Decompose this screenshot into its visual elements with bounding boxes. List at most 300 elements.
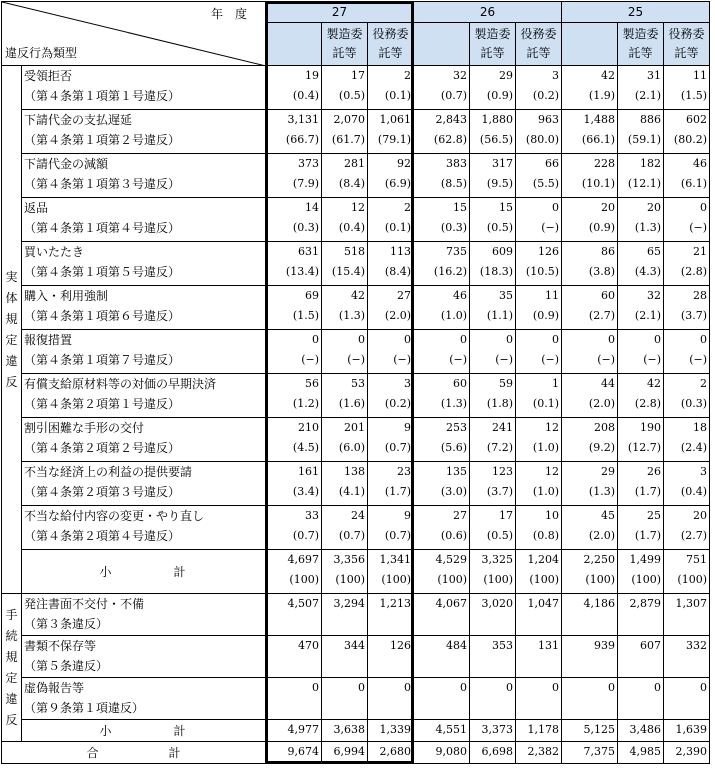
- count-value: 0: [608, 681, 615, 694]
- value-cell: [322, 418, 368, 462]
- value-cell: [414, 110, 470, 154]
- percent-value: (18.3): [479, 265, 513, 278]
- percent-value: (7.2): [486, 441, 513, 454]
- count-value: 3,131: [287, 113, 319, 126]
- count-value: 1,061: [379, 113, 411, 126]
- value-cell: [368, 286, 414, 330]
- percent-value: (−): [689, 221, 707, 234]
- count-value: 11: [693, 69, 707, 82]
- value-cell: [470, 242, 516, 286]
- value-cell: [470, 462, 516, 506]
- percent-value: (0.8): [532, 529, 559, 542]
- value-cell: [368, 154, 414, 198]
- value-cell: [414, 462, 470, 506]
- substantive-row: [2, 462, 710, 506]
- percent-value: (1.5): [680, 89, 707, 102]
- procedural-category-label-char: 手: [5, 607, 18, 622]
- value-cell: [414, 286, 470, 330]
- violation-article: （第３条違反）: [24, 617, 109, 631]
- count-value: 2,390: [675, 745, 707, 758]
- percent-value: (0.2): [532, 89, 559, 102]
- value-cell: [664, 330, 710, 374]
- value-cell: [516, 374, 562, 418]
- value-cell: [322, 110, 368, 154]
- count-value: 253: [446, 421, 467, 434]
- count-value: 735: [446, 245, 467, 258]
- percent-value: (3.0): [440, 485, 467, 498]
- value-cell: [266, 636, 322, 678]
- value-cell: [368, 720, 414, 742]
- value-cell: [562, 286, 618, 330]
- substantive-row: [2, 418, 710, 462]
- substantive-subtotal-row: [2, 550, 710, 594]
- count-value: 3,486: [629, 723, 661, 736]
- percent-value: (80.0): [525, 133, 559, 146]
- count-value: 17: [351, 69, 365, 82]
- value-cell: [516, 462, 562, 506]
- count-value: 20: [601, 201, 615, 214]
- percent-value: (79.1): [377, 133, 411, 146]
- count-value: 135: [446, 465, 467, 478]
- violation-article: （第４条第２項第４号違反）: [24, 529, 181, 543]
- count-value: 18: [693, 421, 707, 434]
- count-value: 12: [545, 465, 559, 478]
- value-cell: [562, 418, 618, 462]
- value-cell: [664, 110, 710, 154]
- value-cell: [664, 154, 710, 198]
- violation-name: 発注書面不交付・不備: [24, 597, 145, 611]
- value-cell: [368, 418, 414, 462]
- count-value: 0: [654, 681, 661, 694]
- value-cell: [516, 594, 562, 636]
- value-cell: [266, 110, 322, 154]
- value-cell: [618, 198, 664, 242]
- percent-value: (100): [289, 573, 319, 586]
- value-cell: [368, 374, 414, 418]
- percent-value: (8.4): [338, 177, 365, 190]
- count-value: 602: [686, 113, 707, 126]
- count-value: 28: [693, 289, 707, 302]
- value-cell: [368, 330, 414, 374]
- count-value: 751: [686, 553, 707, 566]
- percent-value: (−): [643, 353, 661, 366]
- count-value: 241: [492, 421, 513, 434]
- count-value: 3,356: [333, 553, 365, 566]
- value-cell: [618, 242, 664, 286]
- count-value: 609: [492, 245, 513, 258]
- value-cell: [368, 242, 414, 286]
- year-header-25: 25: [562, 2, 710, 23]
- percent-value: (5.5): [532, 177, 559, 190]
- count-value: 3,294: [333, 597, 365, 610]
- value-cell: [266, 550, 322, 594]
- violation-label: [22, 636, 266, 678]
- substantive-category-label: [2, 66, 22, 594]
- count-value: 4,977: [287, 723, 319, 736]
- count-value: 1,178: [527, 723, 559, 736]
- percent-value: (0.5): [338, 89, 365, 102]
- violation-name: 購入・利用強制: [24, 289, 109, 303]
- value-cell: [322, 742, 368, 764]
- count-value: 631: [298, 245, 319, 258]
- value-cell: [664, 374, 710, 418]
- value-cell: [322, 198, 368, 242]
- percent-value: (2.8): [680, 265, 707, 278]
- substantive-subtotal-label: [22, 550, 266, 594]
- count-value: 3,373: [481, 723, 513, 736]
- count-value: 1,488: [583, 113, 615, 126]
- total-label-b: 計: [168, 746, 181, 760]
- count-value: 60: [453, 377, 467, 390]
- substantive-category-label-char: 反: [5, 374, 18, 389]
- count-value: 0: [700, 681, 707, 694]
- percent-value: (1.3): [588, 485, 615, 498]
- count-value: 29: [601, 465, 615, 478]
- percent-value: (3.7): [680, 309, 707, 322]
- percent-value: (7.9): [292, 177, 319, 190]
- percent-value: (−): [597, 353, 615, 366]
- percent-value: (0.6): [440, 529, 467, 542]
- procedural-row: [2, 594, 710, 636]
- percent-value: (1.6): [338, 397, 365, 410]
- count-value: 45: [601, 509, 615, 522]
- violation-name: 下請代金の減額: [24, 157, 109, 171]
- value-cell: [562, 550, 618, 594]
- count-value: 201: [344, 421, 365, 434]
- count-value: 42: [351, 289, 365, 302]
- value-cell: [618, 374, 664, 418]
- percent-value: (56.5): [479, 133, 513, 146]
- count-value: 208: [594, 421, 615, 434]
- value-cell: [470, 418, 516, 462]
- substantive-row: [2, 506, 710, 550]
- value-cell: [322, 720, 368, 742]
- value-cell: [414, 374, 470, 418]
- percent-value: (−): [541, 353, 559, 366]
- count-value: 131: [538, 639, 559, 652]
- count-value: 1,047: [527, 597, 559, 610]
- value-cell: [322, 66, 368, 110]
- count-value: 86: [601, 245, 615, 258]
- value-cell: [470, 636, 516, 678]
- value-cell: [414, 330, 470, 374]
- value-cell: [414, 720, 470, 742]
- violation-name: 受領拒否: [24, 69, 73, 83]
- percent-value: (100): [335, 573, 365, 586]
- value-cell: [516, 742, 562, 764]
- percent-value: (9.2): [588, 441, 615, 454]
- count-value: 5,125: [583, 723, 615, 736]
- percent-value: (0.7): [292, 529, 319, 542]
- count-value: 42: [647, 377, 661, 390]
- violation-article: （第４条第１項第１号違反）: [24, 89, 181, 103]
- value-cell: [664, 506, 710, 550]
- violation-label: [22, 678, 266, 720]
- value-cell: [470, 154, 516, 198]
- value-cell: [618, 720, 664, 742]
- value-cell: [562, 678, 618, 720]
- count-value: 0: [506, 681, 513, 694]
- violation-label: [22, 330, 266, 374]
- count-value: 161: [298, 465, 319, 478]
- violation-name: 有償支給原材料等の対価の早期決済: [24, 377, 217, 391]
- count-value: 2: [404, 201, 411, 214]
- violation-type-header-label: 違反行為類型: [5, 46, 78, 60]
- value-cell: [414, 506, 470, 550]
- percent-value: (13.4): [285, 265, 319, 278]
- value-cell: [516, 720, 562, 742]
- violation-label: [22, 506, 266, 550]
- count-value: 126: [390, 639, 411, 652]
- percent-value: (0.1): [384, 221, 411, 234]
- header-corner: [2, 2, 266, 66]
- count-value: 17: [499, 509, 513, 522]
- count-value: 0: [552, 333, 559, 346]
- percent-value: (2.0): [384, 309, 411, 322]
- count-value: 939: [594, 639, 615, 652]
- percent-value: (3.8): [588, 265, 615, 278]
- percent-value: (−): [393, 353, 411, 366]
- count-value: 56: [305, 377, 319, 390]
- count-value: 42: [601, 69, 615, 82]
- value-cell: [322, 330, 368, 374]
- value-cell: [664, 550, 710, 594]
- percent-value: (0.1): [384, 89, 411, 102]
- count-value: 138: [344, 465, 365, 478]
- percent-value: (−): [301, 353, 319, 366]
- percent-value: (0.7): [384, 529, 411, 542]
- value-cell: [368, 636, 414, 678]
- count-value: 2,843: [435, 113, 467, 126]
- total-col-header-25: [562, 23, 618, 66]
- count-value: 46: [453, 289, 467, 302]
- count-value: 3,325: [481, 553, 513, 566]
- count-value: 1,307: [675, 597, 707, 610]
- count-value: 19: [305, 69, 319, 82]
- substantive-row: [2, 198, 710, 242]
- value-cell: [562, 506, 618, 550]
- manufacturing-header-26: 製造委託等: [470, 23, 516, 66]
- count-value: 0: [552, 681, 559, 694]
- percent-value: (1.5): [292, 309, 319, 322]
- value-cell: [266, 742, 322, 764]
- value-cell: [664, 594, 710, 636]
- count-value: 0: [404, 333, 411, 346]
- value-cell: [266, 720, 322, 742]
- value-cell: [266, 506, 322, 550]
- count-value: 9,674: [287, 745, 319, 758]
- percent-value: (100): [585, 573, 615, 586]
- percent-value: (6.0): [338, 441, 365, 454]
- count-value: 0: [700, 201, 707, 214]
- count-value: 0: [700, 333, 707, 346]
- percent-value: (0.7): [338, 529, 365, 542]
- count-value: 2,680: [379, 745, 411, 758]
- total-label-a: 合: [86, 746, 99, 760]
- count-value: 0: [654, 333, 661, 346]
- value-cell: [516, 242, 562, 286]
- percent-value: (0.3): [680, 397, 707, 410]
- value-cell: [516, 66, 562, 110]
- violation-label: [22, 462, 266, 506]
- percent-value: (2.7): [680, 529, 707, 542]
- percent-value: (−): [541, 221, 559, 234]
- violation-article: （第５条違反）: [24, 659, 109, 673]
- value-cell: [562, 110, 618, 154]
- percent-value: (4.5): [292, 441, 319, 454]
- violations-table: [1, 1, 710, 764]
- procedural-subtotal-row: [2, 720, 710, 742]
- services-header-26: 役務委託等: [516, 23, 562, 66]
- value-cell: [470, 374, 516, 418]
- value-cell: [618, 550, 664, 594]
- percent-value: (61.7): [331, 133, 365, 146]
- value-cell: [516, 678, 562, 720]
- percent-value: (2.1): [634, 309, 661, 322]
- grand-total-label: [2, 742, 266, 764]
- percent-value: (1.0): [532, 485, 559, 498]
- percent-value: (0.7): [384, 441, 411, 454]
- value-cell: [470, 110, 516, 154]
- count-value: 332: [686, 639, 707, 652]
- count-value: 470: [298, 639, 319, 652]
- violation-article: （第４条第１項第５号違反）: [24, 265, 181, 279]
- value-cell: [470, 286, 516, 330]
- subtotal-label-b: 計: [173, 724, 188, 738]
- count-value: 190: [640, 421, 661, 434]
- substantive-category-label-char: 体: [5, 290, 18, 305]
- count-value: 24: [351, 509, 365, 522]
- percent-value: (0.5): [486, 529, 513, 542]
- violation-label: [22, 594, 266, 636]
- value-cell: [414, 242, 470, 286]
- count-value: 3,020: [481, 597, 513, 610]
- value-cell: [470, 678, 516, 720]
- value-cell: [618, 330, 664, 374]
- value-cell: [322, 550, 368, 594]
- procedural-subtotal-label: [22, 720, 266, 742]
- percent-value: (1.7): [634, 485, 661, 498]
- value-cell: [618, 66, 664, 110]
- percent-value: (−): [449, 353, 467, 366]
- percent-value: (1.3): [634, 221, 661, 234]
- value-cell: [618, 154, 664, 198]
- count-value: 27: [397, 289, 411, 302]
- year-header-label: 年度: [210, 7, 259, 21]
- count-value: 126: [538, 245, 559, 258]
- grand-total-row: [2, 742, 710, 764]
- value-cell: [414, 636, 470, 678]
- count-value: 3: [404, 377, 411, 390]
- violation-article: （第４条第２項第３号違反）: [24, 485, 181, 499]
- count-value: 113: [390, 245, 411, 258]
- percent-value: (1.9): [588, 89, 615, 102]
- violation-label: [22, 154, 266, 198]
- percent-value: (0.9): [486, 89, 513, 102]
- value-cell: [562, 720, 618, 742]
- value-cell: [368, 678, 414, 720]
- value-cell: [266, 286, 322, 330]
- count-value: 25: [647, 509, 661, 522]
- substantive-row: [2, 154, 710, 198]
- percent-value: (100): [677, 573, 707, 586]
- violation-name: 返品: [24, 201, 49, 215]
- percent-value: (66.1): [581, 133, 615, 146]
- count-value: 15: [499, 201, 513, 214]
- count-value: 3: [700, 465, 707, 478]
- count-value: 4,507: [287, 597, 319, 610]
- value-cell: [322, 506, 368, 550]
- percent-value: (−): [347, 353, 365, 366]
- value-cell: [562, 636, 618, 678]
- services-header-27: 役務委託等: [368, 23, 414, 66]
- substantive-category-label-char: 実: [5, 269, 18, 284]
- procedural-category-label-char: 定: [5, 670, 18, 685]
- count-value: 0: [460, 681, 467, 694]
- violation-name: 割引困難な手形の交付: [24, 421, 145, 435]
- percent-value: (2.0): [588, 397, 615, 410]
- percent-value: (100): [631, 573, 661, 586]
- count-value: 1,341: [379, 553, 411, 566]
- count-value: 123: [492, 465, 513, 478]
- percent-value: (10.1): [581, 177, 615, 190]
- count-value: 11: [545, 289, 559, 302]
- violation-label: [22, 286, 266, 330]
- count-value: 1,499: [629, 553, 661, 566]
- count-value: 210: [298, 421, 319, 434]
- percent-value: (−): [689, 353, 707, 366]
- value-cell: [368, 506, 414, 550]
- violation-article: （第４条第１項第６号違反）: [24, 309, 181, 323]
- count-value: 1,880: [481, 113, 513, 126]
- total-col-header-26: [414, 23, 470, 66]
- percent-value: (6.1): [680, 177, 707, 190]
- value-cell: [266, 678, 322, 720]
- value-cell: [322, 286, 368, 330]
- value-cell: [470, 720, 516, 742]
- substantive-category-label-char: 違: [5, 353, 18, 368]
- count-value: 44: [601, 377, 615, 390]
- count-value: 59: [499, 377, 513, 390]
- percent-value: (3.7): [486, 485, 513, 498]
- value-cell: [562, 154, 618, 198]
- value-cell: [322, 462, 368, 506]
- value-cell: [618, 462, 664, 506]
- count-value: 4,186: [583, 597, 615, 610]
- count-value: 7,375: [583, 745, 615, 758]
- value-cell: [562, 242, 618, 286]
- value-cell: [470, 66, 516, 110]
- count-value: 32: [453, 69, 467, 82]
- violation-article: （第４条第１項第４号違反）: [24, 221, 181, 235]
- count-value: 2: [404, 69, 411, 82]
- value-cell: [516, 330, 562, 374]
- percent-value: (100): [437, 573, 467, 586]
- percent-value: (0.3): [440, 221, 467, 234]
- procedural-row: [2, 678, 710, 720]
- percent-value: (0.7): [440, 89, 467, 102]
- count-value: 4,529: [435, 553, 467, 566]
- value-cell: [322, 678, 368, 720]
- violation-name: 報復措置: [24, 333, 73, 347]
- percent-value: (100): [529, 573, 559, 586]
- count-value: 0: [358, 681, 365, 694]
- value-cell: [368, 550, 414, 594]
- substantive-row: [2, 330, 710, 374]
- value-cell: [516, 418, 562, 462]
- value-cell: [368, 110, 414, 154]
- count-value: 46: [693, 157, 707, 170]
